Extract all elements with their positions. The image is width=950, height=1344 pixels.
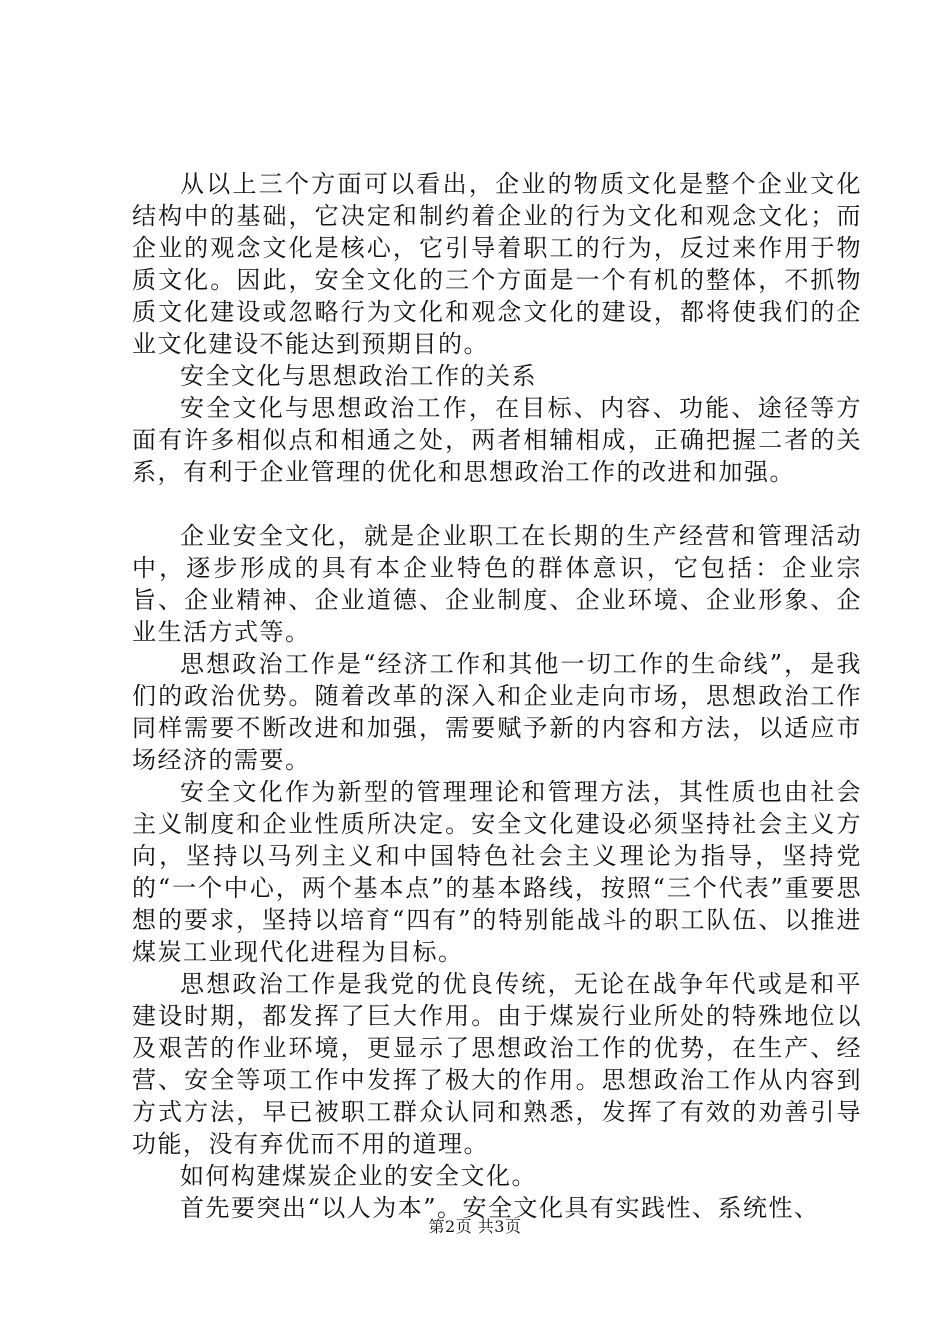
page-number-footer: 第2页 共3页 xyxy=(428,1217,522,1236)
paragraph-relationship: 安全文化与思想政治工作，在目标、内容、功能、途径等方面有许多相似点和相通之处，两者相辅相成，正确把握二者的关系，有利于企业管理的优化和思想政治工作的改进和加强。 xyxy=(132,394,862,486)
paragraph-political-work-tradition: 思想政治工作是我党的优良传统，无论在战争年代或是和平建设时期，都发挥了巨大作用。由于煤炭行业所处的特殊地位以及艰苦的作业环境，更显示了思想政治工作的优势，在生产、经营、安全等项工作中发挥了极大的作用。思想政治工作从内容到方式方法，早已被职工群众认同和熟悉，发挥了有效的劝善引导功能，没有弃优而不用的道理。 xyxy=(132,970,862,1158)
paragraph-people-first: 首先要突出“以人为本”。安全文化具有实践性、系统性、 xyxy=(180,1194,820,1222)
paragraph-culture-layers: 从以上三个方面可以看出，企业的物质文化是整个企业文化结构中的基础，它决定和制约着企业的行为文化和观念文化；而企业的观念文化是核心，它引导着职工的行为，反过来作用于物质文化。因此，安全文化的三个方面是一个有机的整体，不抓物质文化建设或忽略行为文化和观念文化的建设，都将使我们的企业文化建设不能达到预期目的。 xyxy=(132,170,862,358)
paragraph-management-theory: 安全文化作为新型的管理理论和管理方法，其性质也由社会主义制度和企业性质所决定。安全文化建设必须坚持社会主义方向，坚持以马列主义和中国特色社会主义理论为指导，坚持党的“一个中心，两个基本点”的基本路线，按照“三个代表”重要思想的要求，坚持以培育“四有”的特别能战斗的职工队伍、以推进煤炭工业现代化进程为目标。 xyxy=(132,778,862,966)
section-heading-relationship: 安全文化与思想政治工作的关系 xyxy=(180,362,537,390)
section-heading-build-culture: 如何构建煤炭企业的安全文化。 xyxy=(180,1162,537,1190)
paragraph-political-work-lifeline: 思想政治工作是“经济工作和其他一切工作的生命线”，是我们的政治优势。随着改革的深入和企业走向市场，思想政治工作同样需要不断改进和加强，需要赋予新的内容和方法，以适应市场经济的需要。 xyxy=(132,650,862,774)
document-body xyxy=(132,168,862,1224)
paragraph-safety-culture-definition: 企业安全文化，就是企业职工在长期的生产经营和管理活动中，逐步形成的具有本企业特色的群体意识，它包括：企业宗旨、企业精神、企业道德、企业制度、企业环境、企业形象、企业生活方式等。 xyxy=(132,522,862,646)
